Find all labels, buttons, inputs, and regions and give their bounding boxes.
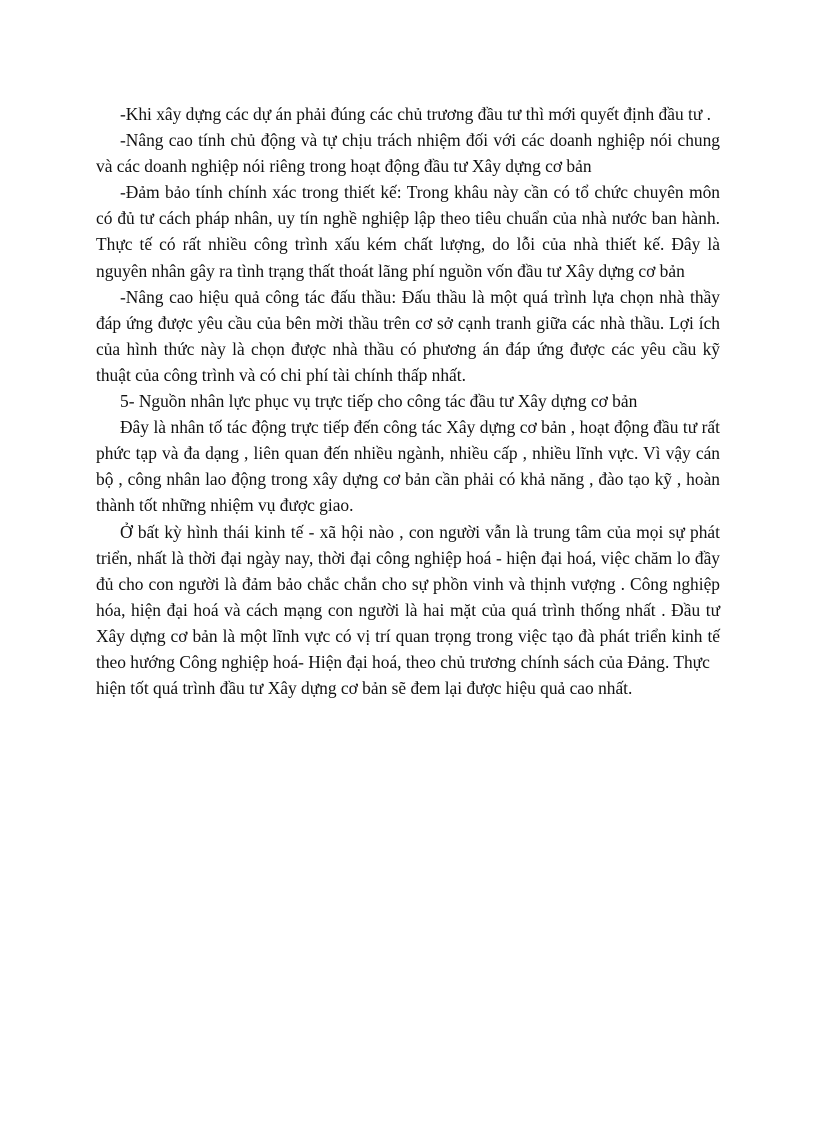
paragraph-design-accuracy: -Đảm bảo tính chính xác trong thiết kế: Trong khâu này cần có tổ chức chuyên môn có đủ tư cách pháp nhân, uy tín nghề nghiệp lập theo tiêu chuẩn của nhà nước ban hành. Thực tế có rất nhiều công trình xấu kém chất lượng, do lỗi của nhà thiết kế. Đây là nguyên nhân gây ra tình trạng thất thoát lãng phí nguồn vốn đầu tư Xây dựng cơ bản bbox=[96, 182, 720, 281]
paragraph-human-centered: Ở bất kỳ hình thái kinh tế - xã hội nào , con người vẫn là trung tâm của mọi sự phát triển, nhất là thời đại ngày nay, thời đại công nghiệp hoá - hiện đại hoá, việc chăm lo đầy đủ cho con người là đảm bảo chắc chắn cho sự phồn vinh và thịnh vượng . Công nghiệp hóa, hiện đại hoá và cách mạng con người là hai mặt của quá trình thống nhất . Đầu tư Xây dựng cơ bản là một lĩnh vực có vị trí quan trọng trong việc tạo đà phát triển kinh tế theo hướng Công nghiệp hoá- Hiện đại hoá, theo chủ trương chính sách của Đảng. Thực bbox=[96, 521, 720, 672]
paragraph-enterprise-responsibility: -Nâng cao tính chủ động và tự chịu trách nhiệm đối với các doanh nghiệp nói chung và các doanh nghiệp nói riêng trong hoạt động đầu tư Xây dựng cơ bản bbox=[96, 130, 720, 177]
section-heading-human-resources: 5- Nguồn nhân lực phục vụ trực tiếp cho công tác đầu tư Xây dựng cơ bản bbox=[120, 391, 638, 412]
paragraph-conclusion: hiện tốt quá trình đầu tư Xây dựng cơ bản sẽ đem lại được hiệu quả cao nhất. bbox=[96, 678, 633, 699]
body-text bbox=[96, 101, 720, 701]
paragraph-investment-policy: -Khi xây dựng các dự án phải đúng các chủ trương đầu tư thì mới quyết định đầu tư . bbox=[120, 104, 711, 124]
paragraph-bidding-efficiency: -Nâng cao hiệu quả công tác đấu thầu: Đấu thầu là một quá trình lựa chọn nhà thầy đáp ứng được yêu cầu của bên mời thầu trên cơ sở cạnh tranh giữa các nhà thầu. Lợi ích của hình thức này là chọn được nhà thầu có phương án đáp ứng được các yêu cầu kỹ thuật của công trình và có chi phí tài chính thấp nhất. bbox=[96, 286, 720, 385]
paragraph-direct-factor: Đây là nhân tố tác động trực tiếp đến công tác Xây dựng cơ bản , hoạt động đầu tư rất phức tạp và đa dạng , liên quan đến nhiều ngành, nhiều cấp , nhiều lĩnh vực. Vì vậy cán bộ , công nhân lao động trong xây dựng cơ bản cần phải có khả năng , đào tạo kỹ , hoàn thành tốt những nhiệm vụ được giao. bbox=[96, 417, 720, 516]
